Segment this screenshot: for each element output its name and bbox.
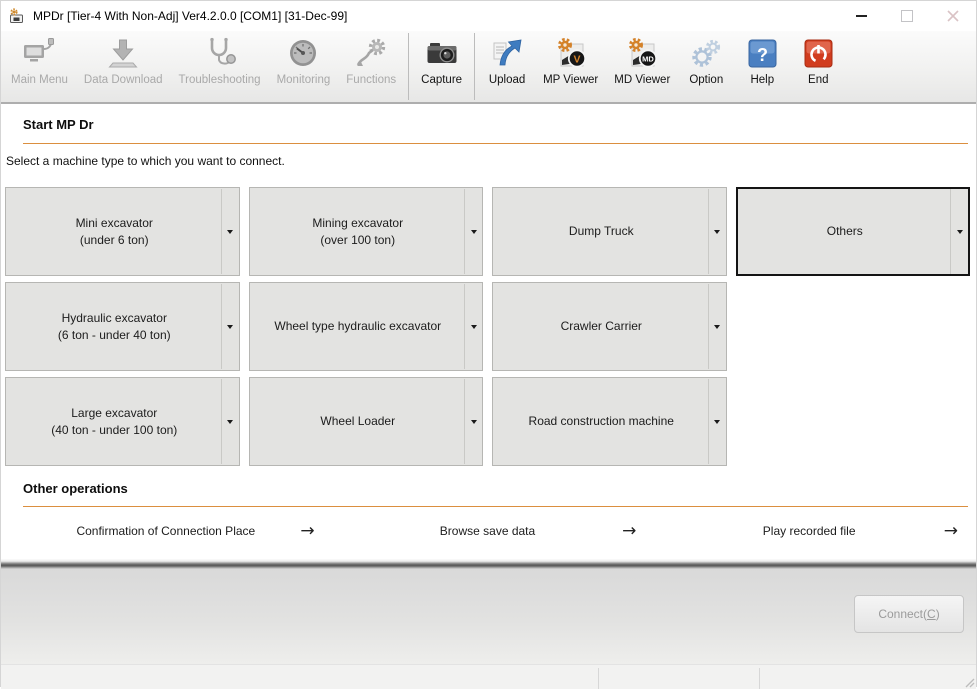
toolbar-md-viewer[interactable] [606, 31, 678, 102]
link-label: Play recorded file [762, 524, 856, 538]
link-confirmation-of-connection-place[interactable] [5, 512, 327, 550]
toolbar-main-menu[interactable] [3, 31, 76, 102]
machine-type-grid [5, 187, 970, 466]
toolbar-label: Upload [488, 74, 526, 86]
machine-button-label: Wheel type hydraulic excavator [274, 319, 442, 333]
toolbar-monitoring[interactable] [269, 31, 339, 102]
panel-divider [1, 559, 976, 569]
machine-button-sublabel: (under 6 ton) [79, 232, 149, 247]
machine-button-label: Road construction machine [528, 414, 674, 428]
end-icon [798, 35, 838, 73]
arrow-right-icon: → [300, 521, 315, 541]
arrow-right-icon: → [622, 521, 637, 541]
resize-grip[interactable] [963, 676, 975, 688]
machine-button-mining-excavator[interactable] [249, 187, 484, 276]
machine-button-sublabel: (6 ton - under 40 ton) [57, 327, 171, 342]
machine-button-label: Mini excavator [75, 215, 153, 230]
chevron-down-icon [714, 420, 720, 424]
toolbar-separator [408, 33, 409, 100]
dropdown-arrow-button[interactable] [708, 284, 726, 369]
instruction-text: Select a machine type to which you want to connect. [6, 154, 285, 168]
svg-text:?: ? [757, 45, 769, 65]
monitoring-icon [283, 35, 323, 73]
chevron-down-icon [227, 420, 233, 424]
close-button[interactable] [930, 1, 976, 31]
toolbar-mp-viewer[interactable] [535, 31, 606, 102]
svg-text:V: V [573, 53, 581, 66]
toolbar-separator [474, 33, 475, 100]
troubleshooting-icon [200, 35, 240, 73]
toolbar-label: Data Download [83, 74, 163, 86]
machine-button-sublabel: (over 100 ton) [320, 232, 396, 247]
chevron-down-icon [471, 325, 477, 329]
toolbar-upload[interactable] [479, 31, 535, 102]
mp-viewer-icon [551, 35, 591, 73]
chevron-down-icon [471, 230, 477, 234]
md-viewer-icon [622, 35, 662, 73]
machine-button-hydraulic-excavator[interactable] [5, 282, 240, 371]
status-bar [1, 664, 976, 689]
help-icon [742, 35, 782, 73]
window-title: MPDr [Tier-4 With Non-Adj] Ver4.2.0.0 [COM1] [31-Dec-99] [33, 9, 348, 23]
toolbar-label: Main Menu [11, 74, 68, 86]
dropdown-arrow-button[interactable] [708, 189, 726, 274]
maximize-button[interactable] [884, 1, 930, 31]
connect-button[interactable] [854, 595, 964, 633]
toolbar-troubleshooting[interactable] [171, 31, 269, 102]
chevron-down-icon [471, 420, 477, 424]
toolbar-capture[interactable] [413, 31, 470, 102]
arrow-right-icon: → [943, 521, 958, 541]
toolbar-label: Monitoring [276, 74, 331, 86]
connect-label-suffix: ) [935, 607, 940, 621]
empty-grid-cell [736, 282, 971, 371]
status-panel-divider [598, 668, 599, 689]
chevron-down-icon [227, 325, 233, 329]
connect-accesskey: C [927, 607, 936, 621]
machine-button-others[interactable] [736, 187, 971, 276]
toolbar-label: Functions [346, 74, 397, 86]
minimize-button[interactable] [838, 1, 884, 31]
maximize-icon [901, 10, 913, 22]
toolbar-help[interactable] [734, 31, 790, 102]
toolbar-data-download[interactable] [76, 31, 171, 102]
machine-button-label: Hydraulic excavator [61, 310, 167, 325]
dropdown-arrow-button[interactable] [464, 284, 482, 369]
title-bar [1, 1, 976, 31]
toolbar-label: MP Viewer [543, 74, 599, 86]
machine-button-label: Dump Truck [568, 224, 634, 238]
toolbar-label: Capture [421, 74, 463, 86]
other-operations-links [5, 512, 970, 550]
chevron-down-icon [957, 230, 963, 234]
chevron-down-icon [714, 230, 720, 234]
title-accent-line [23, 143, 968, 144]
option-icon [686, 35, 726, 73]
machine-button-label: Others [826, 224, 863, 238]
capture-icon [422, 35, 462, 73]
machine-button-dump-truck[interactable] [492, 187, 727, 276]
bottom-action-panel [1, 569, 976, 664]
functions-icon [351, 35, 391, 73]
main-menu-icon [19, 35, 59, 73]
data-download-icon [103, 35, 143, 73]
dropdown-arrow-button[interactable] [221, 379, 239, 464]
toolbar-option[interactable] [678, 31, 734, 102]
machine-button-label: Crawler Carrier [560, 319, 642, 333]
machine-button-mini-excavator[interactable] [5, 187, 240, 276]
machine-button-large-excavator[interactable] [5, 377, 240, 466]
connect-label: Connect( [878, 607, 928, 621]
machine-button-sublabel: (40 ton - under 100 ton) [51, 422, 178, 437]
machine-button-road-construction-machine[interactable] [492, 377, 727, 466]
toolbar-functions[interactable] [338, 31, 404, 102]
toolbar-label: End [808, 74, 829, 86]
toolbar-label: Option [689, 74, 724, 86]
close-icon [947, 10, 959, 22]
app-icon [9, 8, 25, 24]
dropdown-arrow-button[interactable] [221, 189, 239, 274]
other-operations-accent-line [23, 506, 968, 507]
dropdown-arrow-button[interactable] [221, 284, 239, 369]
main-content [1, 104, 976, 559]
dropdown-arrow-button[interactable] [464, 189, 482, 274]
machine-button-label: Large excavator [71, 405, 158, 420]
upload-icon [487, 35, 527, 73]
chevron-down-icon [714, 325, 720, 329]
machine-button-label: Wheel Loader [320, 414, 396, 428]
machine-button-label: Mining excavator [312, 215, 404, 230]
toolbar-end[interactable] [790, 31, 846, 102]
link-play-recorded-file[interactable] [648, 512, 970, 550]
toolbar-label: MD Viewer [614, 74, 671, 86]
other-operations-title: Other operations [23, 481, 128, 496]
chevron-down-icon [227, 230, 233, 234]
toolbar [1, 31, 976, 104]
minimize-icon [856, 15, 867, 17]
dropdown-arrow-button[interactable] [464, 379, 482, 464]
link-label: Browse save data [439, 524, 536, 538]
link-label: Confirmation of Connection Place [76, 524, 256, 538]
page-title: Start MP Dr [23, 117, 94, 132]
machine-button-wheel-type-hydraulic-excavator[interactable] [249, 282, 484, 371]
svg-text:MD: MD [642, 54, 655, 64]
status-panel-divider [759, 668, 760, 689]
toolbar-label: Troubleshooting [178, 74, 261, 86]
machine-button-wheel-loader[interactable] [249, 377, 484, 466]
dropdown-arrow-button[interactable] [708, 379, 726, 464]
machine-button-crawler-carrier[interactable] [492, 282, 727, 371]
toolbar-label: Help [750, 74, 775, 86]
dropdown-arrow-button[interactable] [950, 189, 968, 274]
link-browse-save-data[interactable] [327, 512, 649, 550]
